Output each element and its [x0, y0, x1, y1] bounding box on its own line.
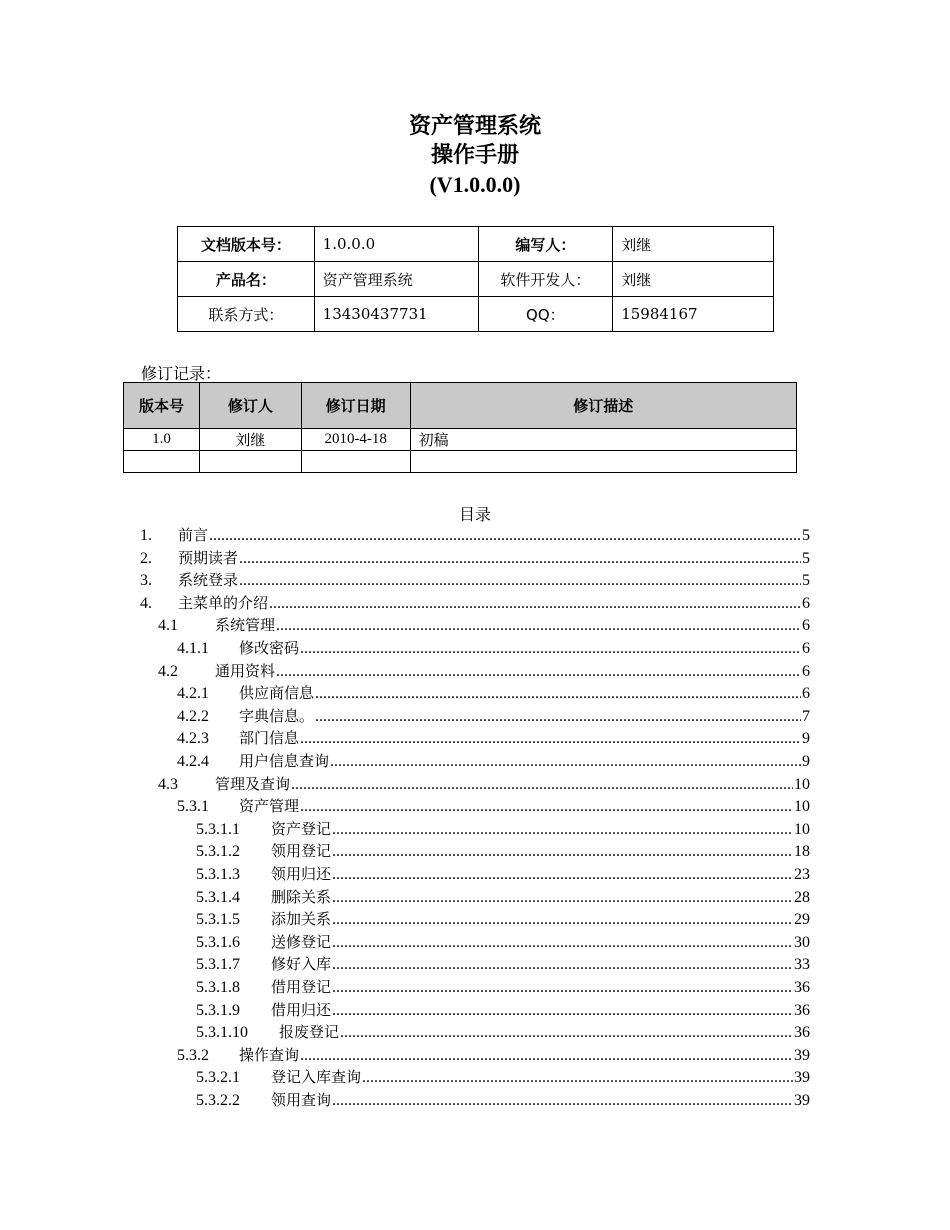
toc-entry-title: 修改密码 — [239, 639, 300, 657]
toc-entry-number: 5.3.1.8 — [196, 979, 240, 996]
toc-leader-dots — [332, 819, 793, 841]
toc-entry[interactable] — [140, 569, 810, 591]
toc-entry[interactable] — [196, 863, 810, 885]
doc-version-value: 1.0.0.0 — [314, 227, 478, 262]
toc-entry-page: 6 — [802, 594, 810, 612]
toc-entry-title: 预期读者 — [178, 548, 239, 567]
toc-entry-title: 通用资料 — [215, 661, 276, 680]
toc-leader-dots — [332, 1090, 793, 1112]
toc-entry-page: 6 — [802, 662, 810, 680]
revision-reviser — [199, 451, 301, 473]
toc-entry-number: 5.3.2.2 — [196, 1092, 240, 1109]
revision-header-reviser: 修订人 — [199, 383, 301, 429]
toc-leader-dots — [300, 728, 801, 750]
toc-leader-dots — [209, 525, 801, 547]
toc-entry-page: 39 — [794, 1069, 810, 1087]
toc-entry-title: 报废登记 — [279, 1023, 340, 1042]
toc-entry-page: 39 — [794, 1092, 810, 1109]
toc-entry-title: 系统登录 — [178, 571, 239, 590]
revision-date — [301, 451, 410, 473]
qq-value: 15984167 — [613, 297, 774, 332]
toc-entry-page: 9 — [802, 730, 810, 748]
toc-entry[interactable] — [177, 637, 810, 659]
info-row — [178, 262, 774, 297]
toc-entry[interactable] — [196, 953, 810, 975]
toc-entry[interactable] — [177, 795, 810, 817]
toc-entry-number: 5.3.1.10 — [196, 1024, 248, 1042]
toc-entry-number: 4.2.3 — [177, 730, 209, 748]
toc-entry-page: 36 — [794, 979, 810, 996]
title-system-name: 资产管理系统 — [408, 114, 541, 139]
toc-entry-number: 4.3 — [158, 775, 178, 793]
toc-entry-page: 30 — [794, 933, 810, 951]
revision-version: 1.0 — [124, 429, 200, 451]
toc-entry-number: 4.2.1 — [177, 685, 209, 703]
toc-entry-number: 5.3.1.3 — [196, 866, 240, 883]
toc-entry-title: 前言 — [178, 526, 209, 544]
toc-entry-number: 5.3.1 — [177, 798, 209, 816]
toc-leader-dots — [332, 1000, 793, 1022]
toc-entry-number: 3. — [140, 572, 152, 590]
toc-entry-title: 系统管理 — [215, 616, 276, 635]
toc-leader-dots — [332, 909, 793, 931]
document-title — [0, 112, 950, 199]
toc-entry-page: 5 — [802, 572, 810, 590]
toc-entry-title: 领用登记 — [271, 842, 332, 861]
toc-entry-title: 领用归还 — [271, 865, 332, 883]
toc-entry-number: 4.2 — [158, 662, 178, 680]
toc-entry-number: 4. — [140, 594, 152, 612]
revision-description — [410, 451, 796, 473]
toc-entry-title: 用户信息查询 — [239, 752, 330, 770]
toc-entry-title: 主菜单的介绍 — [178, 593, 269, 612]
toc-entry-number: 5.3.1.1 — [196, 820, 240, 838]
toc-entry-title: 供应商信息 — [239, 684, 315, 703]
revision-row — [124, 451, 797, 473]
toc-leader-dots — [332, 932, 793, 954]
toc-entry[interactable] — [140, 547, 810, 569]
toc-leader-dots — [300, 1045, 793, 1067]
toc-entry[interactable] — [196, 999, 810, 1021]
toc-entry-number: 5.3.1.6 — [196, 933, 240, 951]
toc-entry-title: 登记入库查询 — [271, 1068, 362, 1087]
toc-entry[interactable] — [158, 614, 810, 636]
doc-version-label: 文档版本号： — [178, 227, 315, 262]
toc-leader-dots — [239, 570, 801, 592]
toc-entry[interactable] — [196, 931, 810, 953]
toc-entry-number: 5.3.2 — [177, 1046, 209, 1064]
revision-version — [124, 451, 200, 473]
toc-entry-title: 删除关系 — [271, 887, 332, 906]
toc-entry-page: 28 — [794, 888, 810, 906]
toc-entry[interactable] — [196, 1021, 810, 1043]
product-value: 资产管理系统 — [314, 262, 478, 297]
title-manual: 操作手册 — [430, 143, 519, 168]
toc-leader-dots — [362, 1067, 793, 1089]
toc-entry[interactable] — [177, 727, 810, 749]
toc-entry-page: 6 — [802, 685, 810, 703]
revision-description: 初稿 — [410, 429, 796, 451]
toc-entry-page: 36 — [794, 1024, 810, 1042]
developer-value: 刘继 — [613, 262, 774, 297]
toc-entry[interactable] — [196, 840, 810, 862]
toc-leader-dots — [239, 548, 801, 570]
toc-entry-title: 添加关系 — [271, 910, 332, 929]
toc-leader-dots — [269, 593, 801, 615]
toc-entry[interactable] — [158, 773, 810, 795]
toc-leader-dots — [300, 638, 801, 660]
toc-leader-dots — [332, 887, 793, 909]
toc-entry-title: 借用归还 — [271, 1000, 332, 1019]
contact-label: 联系方式： — [178, 297, 315, 332]
toc-leader-dots — [332, 977, 793, 999]
revision-row — [124, 429, 797, 451]
toc-entry-title: 资产管理 — [239, 797, 300, 816]
toc-entry-page: 29 — [794, 911, 810, 929]
toc-entry-number: 5.3.2.1 — [196, 1069, 240, 1087]
toc-entry[interactable] — [140, 524, 810, 546]
toc-leader-dots — [300, 796, 793, 818]
revision-table — [123, 382, 797, 473]
toc-entry-title: 操作查询 — [239, 1045, 300, 1064]
toc-entry-title: 管理及查询 — [215, 774, 291, 793]
toc-entry-title: 部门信息 — [239, 729, 300, 748]
toc-entry-number: 5.3.1.9 — [196, 1001, 240, 1019]
writer-label: 编写人： — [478, 227, 613, 262]
toc-entry-page: 10 — [794, 775, 810, 793]
revision-caption: 修订记录： — [141, 364, 222, 383]
toc-entry-number: 4.2.4 — [177, 753, 209, 770]
toc-entry[interactable] — [177, 682, 810, 704]
toc-entry-title: 资产登记 — [271, 819, 332, 838]
toc-entry-number: 2. — [140, 549, 152, 567]
contact-value: 13430437731 — [314, 297, 478, 332]
writer-value: 刘继 — [613, 227, 774, 262]
qq-label: QQ： — [478, 297, 613, 332]
toc-entry-number: 4.2.2 — [177, 707, 209, 725]
toc-entry-title: 修好入库 — [271, 955, 332, 974]
toc-entry-page: 18 — [794, 843, 810, 861]
toc-entry[interactable] — [177, 750, 810, 772]
toc-entry-number: 4.1 — [158, 617, 178, 635]
revision-header-version: 版本号 — [124, 383, 200, 429]
toc-entry-title: 字典信息。 — [239, 706, 315, 725]
toc-entry-page: 5 — [802, 527, 810, 544]
toc-entry[interactable] — [177, 705, 810, 727]
toc-entry-number: 1. — [140, 527, 152, 544]
info-row — [178, 227, 774, 262]
revision-header-date: 修订日期 — [301, 383, 410, 429]
toc-title: 目录 — [458, 505, 491, 524]
toc-entry[interactable] — [196, 886, 810, 908]
toc-leader-dots — [332, 864, 793, 886]
toc-leader-dots — [332, 841, 793, 863]
developer-label: 软件开发人： — [478, 262, 613, 297]
toc-entry-number: 4.1.1 — [177, 640, 209, 657]
info-row — [178, 297, 774, 332]
toc-entry[interactable] — [177, 1044, 810, 1066]
toc-leader-dots — [340, 1022, 793, 1044]
document-info-table — [177, 226, 774, 332]
toc-entry-title: 领用查询 — [271, 1091, 332, 1109]
toc-entry-number: 5.3.1.5 — [196, 911, 240, 929]
toc-entry-page: 5 — [802, 549, 810, 567]
toc-entry[interactable] — [196, 818, 810, 840]
product-label: 产品名： — [178, 262, 315, 297]
toc-entry-page: 39 — [794, 1046, 810, 1064]
toc-entry[interactable] — [196, 1066, 810, 1088]
toc-entry-title: 借用登记 — [271, 978, 332, 996]
toc-leader-dots — [315, 683, 801, 705]
toc-entry-page: 33 — [794, 956, 810, 974]
toc-entry-title: 送修登记 — [271, 932, 332, 951]
toc-entry[interactable] — [158, 660, 810, 682]
toc-entry-number: 5.3.1.7 — [196, 956, 240, 974]
toc-leader-dots — [276, 661, 801, 683]
toc-entry[interactable] — [196, 908, 810, 930]
toc-entry-page: 23 — [794, 866, 810, 883]
toc-entry-page: 10 — [794, 798, 810, 816]
toc-entry-page: 10 — [794, 820, 810, 838]
toc-entry[interactable] — [196, 1089, 810, 1111]
toc-entry-page: 36 — [794, 1001, 810, 1019]
revision-header-row — [124, 383, 797, 429]
toc-leader-dots — [332, 954, 793, 976]
toc-entry-page: 9 — [802, 753, 810, 770]
toc-entry-page: 7 — [802, 707, 810, 725]
toc-entry-page: 6 — [802, 640, 810, 657]
toc-entry-number: 5.3.1.4 — [196, 888, 240, 906]
toc-entry-number: 5.3.1.2 — [196, 843, 240, 861]
title-version: (V1.0.0.0) — [429, 172, 521, 197]
revision-header-description: 修订描述 — [410, 383, 796, 429]
toc-leader-dots — [276, 615, 801, 637]
toc-leader-dots — [330, 751, 801, 773]
toc-entry[interactable] — [196, 976, 810, 998]
revision-date: 2010-4-18 — [301, 429, 410, 451]
toc-leader-dots — [315, 706, 801, 728]
toc-leader-dots — [291, 774, 793, 796]
toc-entry-page: 6 — [802, 617, 810, 635]
toc-entry[interactable] — [140, 592, 810, 614]
revision-reviser: 刘继 — [199, 429, 301, 451]
